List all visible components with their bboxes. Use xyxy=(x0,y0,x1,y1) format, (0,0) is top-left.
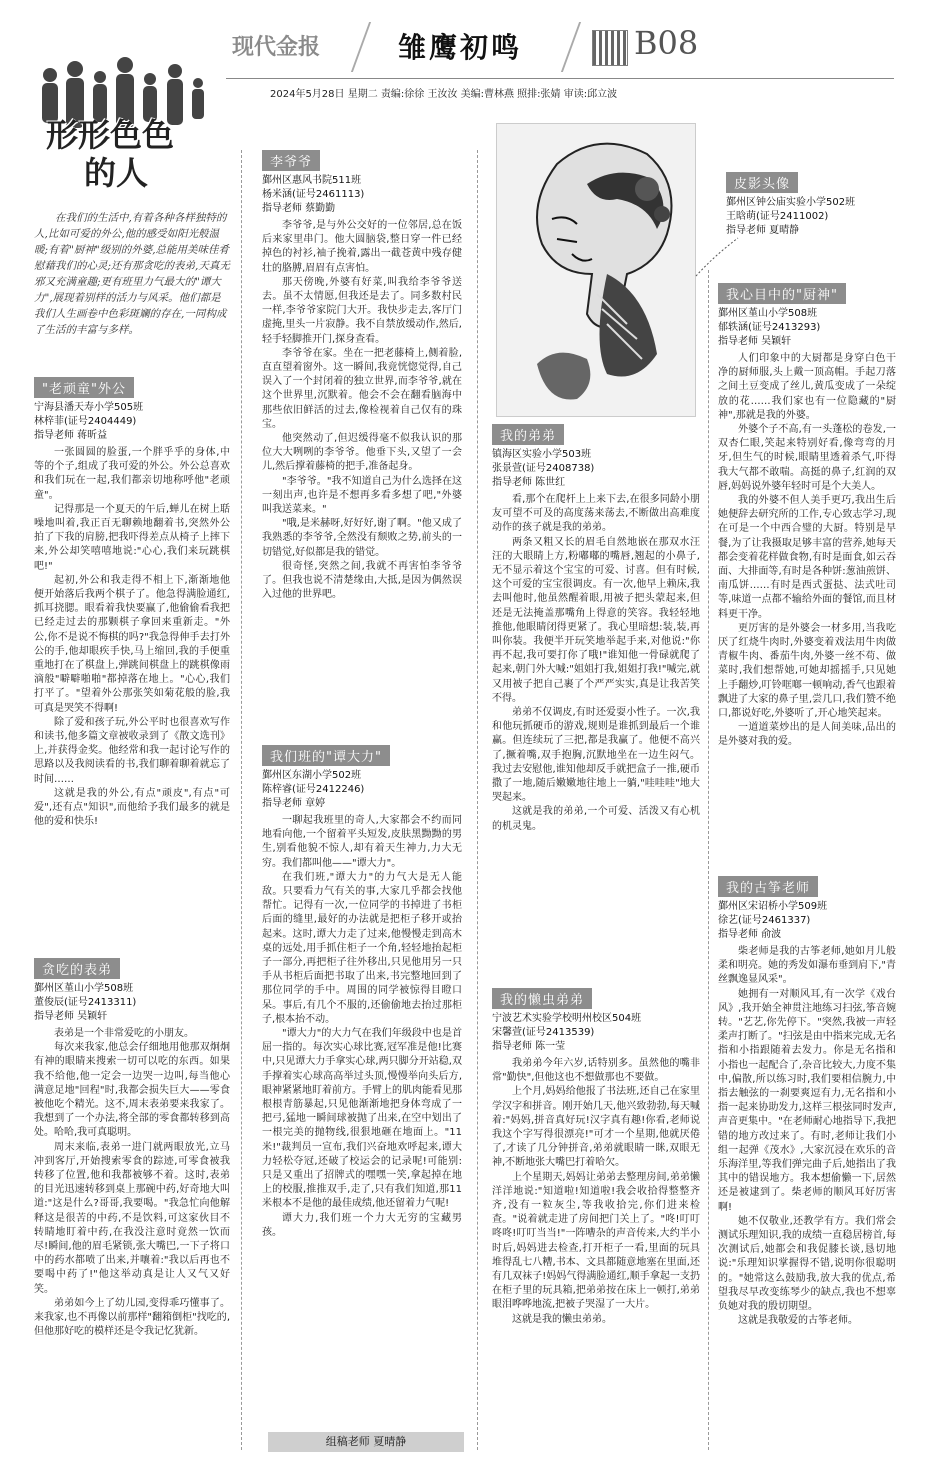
issue-meta: 2024年5月28日 星期二 责编:徐徐 王汝汝 美编:曹林燕 照排:张婧 审读:邱立波 xyxy=(270,89,618,100)
article-school: 鄞州区惠风书院511班 xyxy=(262,175,362,186)
artwork-caption xyxy=(726,172,906,242)
article-teacher: 指导老师 夏晴静 xyxy=(726,225,800,236)
article-author: 张景萱(证号2408738) xyxy=(492,463,595,474)
article-school: 宁海县潘天寿小学505班 xyxy=(34,402,144,413)
column-divider xyxy=(241,150,242,1450)
paragraph: 这就是我的弟弟,一个可爱、活泼又有心机的机灵鬼。 xyxy=(492,806,700,832)
article-teacher: 指导老师 陈世红 xyxy=(492,477,566,488)
newspaper-brand: 现代金报 xyxy=(232,34,321,60)
article-school: 鄞州区东湖小学502班 xyxy=(262,770,362,781)
article-body xyxy=(34,446,230,829)
article-teacher: 指导老师 俞波 xyxy=(718,929,782,940)
paragraph: 我弟弟今年六岁,话特别多。虽然他的嘴非常"勤快",但他这也不想做那也不要做。 xyxy=(492,1058,700,1084)
paragraph: 外婆个子不高,有一头蓬松的卷发,一双杏仁眼,笑起来特别好看,像弯弯的月牙,但生气的时候,眼睛里透着杀气,吓得我大气都不敢喘。高挺的鼻子,红润的双唇,妈妈说外婆年轻时可是个大美人。 xyxy=(718,424,896,492)
article-title: 皮影头像 xyxy=(726,172,798,193)
paragraph: 每次来我家,他总会仔细地用他那双炯炯有神的眼睛来搜索一切可以吃的东西。如果我不给他,他一定会一边哭一边叫,每当他心满意足地"回程"时,我都会损失巨大——零食被他吃个精光。这不,周末表弟要来我家了。我想到了一个办法,将全部的零食都转移到高处。哈哈,我可真聪明。 xyxy=(34,1042,230,1139)
article-author: 郁轶涵(证号2413293) xyxy=(718,322,821,333)
article-author: 陈梓睿(证号2412246) xyxy=(262,784,365,795)
paragraph: 看,那个在爬杆上上来下去,在很多同龄小朋友可望不可及的高度荡来荡去,不断做出高难度动作的孩子就是我的弟弟。 xyxy=(492,494,700,534)
header-rule xyxy=(226,78,894,79)
paragraph: 一张圆圆的脸蛋,一个胖乎乎的身体,中等的个子,组成了我可爱的外公。外公总喜欢和我们玩在一起,我们都亲切地称呼他"老顽童"。 xyxy=(34,447,230,501)
paragraph: "哦,是米赫呀,好好好,谢了啊。"他又成了我熟悉的李爷爷,全然没有颓败之势,前头的一切错觉,好似都是我的错觉。 xyxy=(262,518,462,558)
dotted-connector xyxy=(694,236,740,278)
article-title: 我的弟弟 xyxy=(492,424,564,445)
paragraph: 上个星期天,妈妈让弟弟去整理房间,弟弟懒洋洋地说:"知道啦!知道啦!我会收拾得整整齐齐,没有一粒灰尘,等我收拾完,你们进来检查。"说着就走进了房间把门关上了。"咚!叮叮咚咚!叮叮当当!"一阵嘈杂的声音传来,大约半小时后,妈妈进去检查,打开柜子一看,里面的玩具堆得乱七八糟,书本、文具都随意地塞在里面,还有几双袜子!妈妈气得满脸通红,顺手拿起一支扔在柜子里的玩具箱,把弟弟按在床上一顿打,弟弟眼泪哗哗地流,把被子哭湿了一大片。 xyxy=(492,1171,700,1311)
article-author: 杨米涵(证号2461113) xyxy=(262,189,365,200)
article-teacher: 指导老师 吴颖轩 xyxy=(34,1011,108,1022)
article-school: 鄞州区宋诏桥小学509班 xyxy=(718,901,828,912)
paragraph: 表弟是一个非常爱吃的小朋友。 xyxy=(54,1028,194,1039)
article-title: 李爷爷 xyxy=(262,150,320,171)
paragraph: "谭大力"的大力气在我们年级段中也是首屈一指的。每次实心球比赛,冠军准是他!比赛中,只见谭大力手拿实心球,两只脚分开站稳,双手撑着实心球高高举过头顶,慢慢举向头后方,眼神紧紧地盯着前方。手臂上的肌肉能看见那根根青筋暴起,只见他渐渐地把身体弯成了一把弓,猛地一瞬间球被抛了出来,在空中划出了一根完美的抛物线,很狠地砸在地面上。"11米!"裁判员一宣布,我们兴奋地欢呼起来,谭大力轻松夺冠,还破了校运会的记录呢!可能别:只是又重出了招牌式的嘿嘿一笑,拿起掉在地上的校服,推推双手,走了,只有我们知道,那11米根本不是他的最佳成绩,他还留着力气呢! xyxy=(262,1028,462,1210)
article-guzheng-teacher xyxy=(718,876,896,1458)
page-number: B08 xyxy=(634,24,699,62)
paragraph: 周末来临,表弟一进门就两眼放光,立马冲到客厅,开始搜索零食的踪迹,可零食被我转移了位置,他和我都被够不着。这时,表弟的目光迅速转移到桌上那碗中药,好奇地大叫道:"这是什么?哥哥,我要喝。"我急忙向他解释这是很苦的中药,不是饮料,可这家伙目不转睛地盯着中药,在我没注意时竟然一饮而尽!瞬间,他的眉毛紧锁,张大嘴巴,一下子将口中的药水都喷了出来,并嚷着:"我以后再也不要喝中药了!"他这举动真是让人又气又好笑。 xyxy=(34,1141,230,1295)
column-divider xyxy=(708,270,709,1450)
article-body xyxy=(262,814,462,1240)
paragraph: 她不仅敬业,还教学有方。我们常会测试乐理知识,我的成绩一直稳居榜首,每次测试后,她都会和我促膝长谈,恳切地说:"乐理知识掌握得不错,说明你很聪明的。"她常这么鼓励我,放大我的优点,希望我尽早改变练琴少的缺点,我也不想辜负她对我的殷切期望。 xyxy=(718,1215,896,1313)
article-chef-grandma xyxy=(718,283,896,868)
article-school: 鄞州区堇山小学508班 xyxy=(718,308,818,319)
article-school: 鄞州区堇山小学508班 xyxy=(34,983,134,994)
paragraph: 李爷爷,是与外公交好的一位邻居,总在饭后来家里串门。他大圆脑袋,整日穿一件已经掉色的衬衫,袖子挽着,露出一截苍黄中残存健壮的胳膊,眉眉有点害怕。 xyxy=(262,220,462,274)
paragraph: 起初,外公和我走得不相上下,渐渐地他便开始落后我两个棋子了。他急得满脸通红,抓耳挠腮。眼看着我快要赢了,他偷偷看我把已经走过去的那颗棋子拿回来重新走。"外公,你不是说不悔棋的吗?"我急得伸手去打外公的手,他却眼疾手快,马上缩回,我的手便重重地打在了棋盘上,弹跳间棋盘上的跳棋像雨滴般"噼噼啪啪"都掉落在地上。"心心,我们打平了。"望着外公那张笑如菊花般的脸,我可真是哭笑不得啊! xyxy=(34,574,230,714)
paragraph: 弟弟如今上了幼儿园,变得乖巧懂事了。来我家,也不再像以前那样"翻箱倒柜"找吃的,但他那好吃的模样还是令我记忆犹新。 xyxy=(34,1297,230,1338)
article-school: 宁波艺术实验学校明州校区504班 xyxy=(492,1013,642,1024)
header-slash-divider xyxy=(561,22,581,72)
feature-title xyxy=(46,116,174,192)
paragraph: 更厉害的是外婆会一材多用,当我吃厌了红烧牛肉时,外婆变着戏法用牛肉做青椒牛肉、番茄牛肉,外婆一丝不苟、做菜时,我们想帮她,可她却摇摇手,只见她上手翻炒,叮铃哐啷一顿响动,香气也跟着飘进了大家的鼻子里,尝几口,我们赞不绝口,都说好吃,外婆听了,开心地笑起来。 xyxy=(718,622,896,720)
paragraph: 两条又粗又长的眉毛自然地嵌在那双水汪汪的大眼睛上方,粉嘟嘟的嘴唇,翘起的小鼻子,无不显示着这个宝宝的可爱、讨喜。但有时候,这个可爱的宝宝很调皮。有一次,他早上赖床,我去叫他时,他虽然醒着眼,用被子把头蒙起来,但还是无法掩盖那嘴角上得意的笑容。我轻轻地推他,他眼睛闭得更紧了。我心里暗想:装,装,再叫你装。我便半开玩笑地举起手来,对他说:"你再不起,我可要打你了哦!"谁知他一骨碌就爬了起来,朝门外大喊:"姐姐打我,姐姐打我!"喊完,就又用被子把自己裹了个严严实实,真是让我苦笑不得。 xyxy=(492,536,700,704)
article-title: 我的古筝老师 xyxy=(718,876,818,897)
paragraph: 这就是我的懒虫弟弟。 xyxy=(512,1313,612,1325)
article-author: 徐艺(证号2461337) xyxy=(718,915,811,926)
paragraph: 除了爱和孩子玩,外公平时也很喜欢写作和读书,他多篇文章被收录到了《散文选刊》上,并获得金奖。他经常和我一起讨论写作的思路以及我阅读看的书,我们聊着聊着就忘了时间…… xyxy=(34,716,230,785)
article-teacher: 指导老师 蔡勤勤 xyxy=(262,203,336,214)
article-body xyxy=(492,1057,700,1327)
article-school: 鄞州区钟公庙实验小学502班 xyxy=(726,197,856,208)
article-author: 宋馨萱(证号2413539) xyxy=(492,1027,595,1038)
article-body xyxy=(492,493,700,834)
paragraph: 记得那是一个夏天的午后,蝉儿在树上聒噪地叫着,我正百无聊赖地翻着书,突然外公拍了下我的肩膀,把我吓得差点从椅子上摔下来,外公却笑嘻嘻地说:"心心,我们来玩跳棋吧!" xyxy=(34,503,230,572)
article-body xyxy=(718,352,896,750)
article-little-brother xyxy=(492,424,700,964)
article-teacher: 指导老师 陈一莹 xyxy=(492,1041,566,1052)
qr-code-icon[interactable] xyxy=(592,30,628,66)
paragraph: 李爷爷在家。坐在一把老藤椅上,侧着脸,直直望着窗外。这一瞬间,我竟恍惚觉得,自己误入了一个封闭着的独立世界,而李爷爷,就在这个世界里,沉默着。他会不会在翻看脑海中那些依旧鲜活的过去,像检视着自己仅有的珠宝。 xyxy=(262,347,462,430)
feature-intro: 在我们的生活中,有着各种各样独特的人,比如可爱的外公,他的感受如阳光般温暖;有着"厨神"级别的外婆,总能用美味佳肴慰藉我们的心灵;还有那贪吃的表弟,天真无邪又充满童趣;更有班里力气最大的"谭大力",展现着别样的活力与风采。他们都是我们人生画卷中色彩斑斓的存在,一同构成了生活的丰富与多样。 xyxy=(34,212,230,336)
article-title: "老顽童"外公 xyxy=(34,377,134,398)
article-teacher: 指导老师 吴颖轩 xyxy=(718,336,792,347)
header-slash-divider xyxy=(351,22,371,72)
article-title: 我们班的"谭大力" xyxy=(262,745,390,766)
article-body xyxy=(34,1027,230,1339)
paragraph: 她拥有一对顺风耳,有一次学《戏台风》,我开始全神贯注地练习扫弦,筝音婉转。"艺艺,你先停下。"突然,我被一声轻柔声打断了。"扫弦是由中指来完成,无名指和小指跟随着去发力。你是无名指和小指也一起配合了,杂音比较大,力度不集中,偏散,所以练习时,我们要相信腕力,中指去触弦的一刹要爽逗有力,无名指和小指一起来协助发力,这样三根弦同时发声,声音更集中。"在老师耐心地指导下,我把错的地方改过来了。有时,老师让我们小组一起弹《茂水》,大家沉浸在欢乐的音乐海洋里,等我们弹完曲子后,她指出了我其中的错误地方。我本想偷懒一下,居然还是被逮到了。柴老师的顺风耳好厉害啊! xyxy=(718,988,896,1213)
article-title: 我心目中的"厨神" xyxy=(718,283,846,304)
article-teacher: 指导老师 章婷 xyxy=(262,798,326,809)
paragraph: 这就是我敬爱的古筝老师。 xyxy=(738,1315,858,1327)
editor-credit: 组稿老师 夏晴静 xyxy=(268,1432,464,1452)
paragraph: 上个月,妈妈给他报了书法班,还自己在家里学汉字和拼音。刚开始几天,他兴致勃勃,每天喊着:"妈妈,拼音真好玩!汉字真有趣!你看,老师说我这个字写得很漂亮!"可才一个星期,他就厌倦了,才读了几分钟拼音,弟弟就眼睛一眯,双眼无神,不断地张大嘴巴打着哈欠。 xyxy=(492,1086,700,1169)
paragraph: 在我们班,"谭大力"的力气大是无人能敌。只要看力气有关的事,大家几乎都会找他帮忙。记得有一次,一位同学的书掉进了书柜后面的缝里,最好的办法就是把柜子移开或抬起来。这时,谭大力走了过来,他慢慢走到高木桌的远处,用手抓住柜子一个角,轻轻地抬起柜子一部分,再把柜子往外移出,只见他用另一只手从书柜后面把书取了出来,书完整地回到了那位同学的手中。周围的同学被惊得目瞪口呆。事后,有几个不服的,还偷偷地去抬过那柜子,根本抬不动。 xyxy=(262,871,462,1025)
paragraph: "李爷爷。"我不知道自己为什么选择在这一刻出声,也许是不想再多看多想了吧,"外婆叫我送菜来。" xyxy=(262,475,462,516)
paragraph: 这就是我的外公,有点"顽皮",有点"可爱",还有点"知识",而他给予我们最多的就是他的爱和快乐! xyxy=(34,787,230,828)
article-lazy-brother xyxy=(492,988,700,1458)
article-teacher: 指导老师 蒋昕益 xyxy=(34,430,108,441)
paragraph: 柴老师是我的古筝老师,她如月儿般柔和明亮。她的秀发如瀑布垂到肩下,"青丝飘逸显风采"。 xyxy=(718,946,896,986)
paragraph: 他突然动了,但迟缓得毫不似我认识的那位大大咧咧的李爷爷。他垂下头,又望了一会儿,然后撑着藤椅的把手,准备起身。 xyxy=(262,433,462,473)
article-body xyxy=(718,945,896,1328)
article-cousin xyxy=(34,958,230,1458)
article-title: 贪吃的表弟 xyxy=(34,958,120,979)
article-author: 董俊辰(证号2413311) xyxy=(34,997,137,1008)
paragraph: 我的外婆不但人美手更巧,我出生后她便辞去研究所的工作,专心致志学习,现在可是一个中西合璧的大厨。特别是早餐,为了让我摄取足够丰富的营养,她每天都会变着花样做食物,有时是面食,如云吞面、大排面等,有时是各种饼:葱油煎饼、南瓜饼……有时是西式蛋挞、法式吐司等,味道一点都不输给外面的餐馆,而且材料更干净。 xyxy=(718,495,896,620)
paragraph: 很奇怪,突然之间,我就不再害怕李爷爷了。但我也说不清楚缘由,大抵,是因为偶然误入过他的世界吧。 xyxy=(262,560,462,601)
paragraph: 人们印象中的大厨都是身穿白色干净的厨师服,头上戴一顶高帽。手起刀落之间土豆变成了丝儿,黄瓜变成了一朵绽放的花……我们家也有一位隐藏的"厨神",那就是我的外婆。 xyxy=(718,353,896,421)
paragraph: 一聊起我班里的奇人,大家都会不约而同地看向他,一个留着平头短发,皮肤黑黝黝的男生,别看他貌不惊人,却有着天生神力,力大无穷。我们都叫他——"谭大力"。 xyxy=(262,815,462,869)
paragraph: 一道道菜炒出的是人间美味,品出的是外婆对我的爱。 xyxy=(718,722,896,748)
article-grandpa-li xyxy=(262,150,462,738)
shadow-puppet-drawing xyxy=(496,123,696,417)
article-author: 林梓菲(证号2404449) xyxy=(34,416,137,427)
paragraph: 谭大力,我们班一个力大无穷的宝藏男孩。 xyxy=(262,1212,462,1238)
article-body xyxy=(262,219,462,602)
feature-title-line2: 的人 xyxy=(84,154,149,192)
article-school: 镇海区实验小学503班 xyxy=(492,449,592,460)
feature-title-line1: 形形色色 xyxy=(46,116,175,154)
column-divider xyxy=(477,150,478,1450)
article-title: 我的懒虫弟弟 xyxy=(492,988,592,1009)
section-title: 雏鹰初鸣 xyxy=(398,31,523,64)
article-tan-dali xyxy=(262,745,462,1425)
paragraph: 那天傍晚,外婆有好菜,叫我给李爷爷送去。虽不太情愿,但我还是去了。同多数村民一样,李爷爷家院门大开。我快步走去,客厅门虚掩,里头一片寂静。我不自禁放缓动作,然后,轻手轻脚推开门,探身查看。 xyxy=(262,276,462,345)
paragraph: 弟弟不仅调皮,有时还爱耍小性子。一次,我和他玩抓硬币的游戏,规则是谁抓到最后一个谁赢。但连续玩了三把,都是我赢了。他便不高兴了,撅着嘴,双手抱胸,沉默地坐在一边生闷气。我过去安慰他,谁知他却反手就把盒子一推,硬币撒了一地,随后嫩嫩地往地上一躺,"哇哇哇"地大哭起来。 xyxy=(492,707,700,804)
article-grandpa xyxy=(34,377,230,951)
article-author: 王晗萌(证号2411002) xyxy=(726,211,829,222)
